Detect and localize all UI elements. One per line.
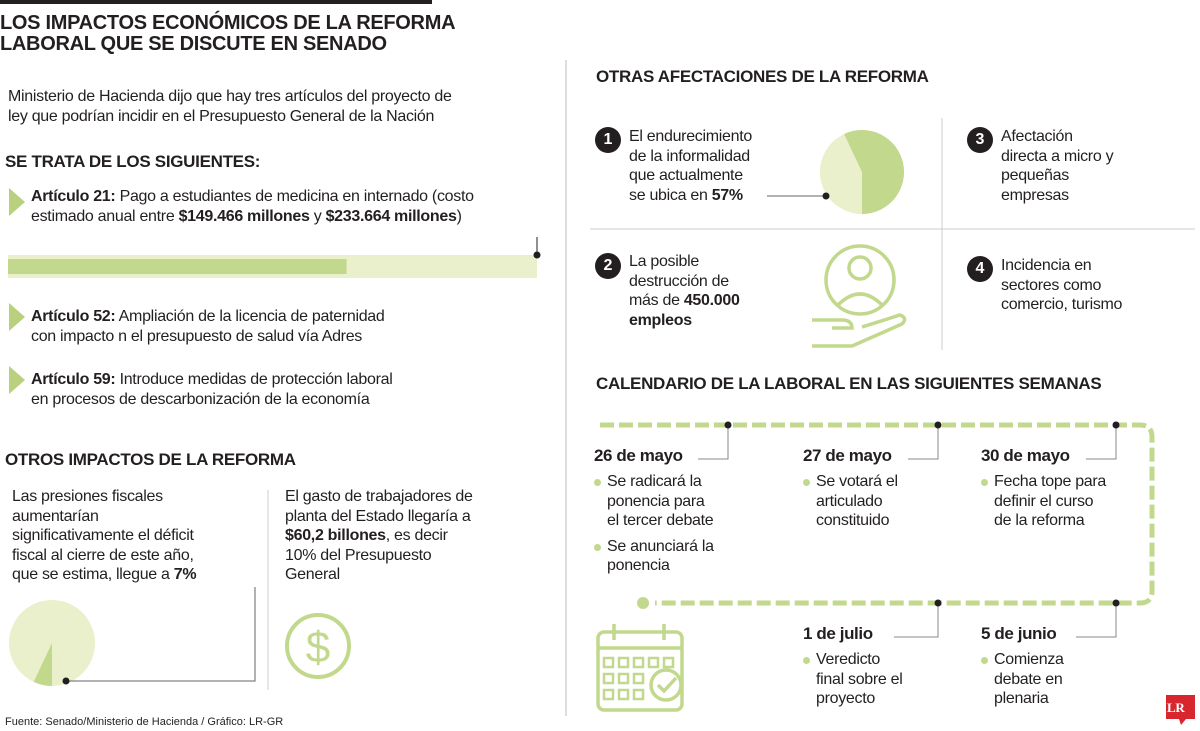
otros-heading: OTROS IMPACTOS DE LA REFORMA — [5, 450, 296, 469]
afectacion-1: El endurecimiento de la informalidad que actualmente se ubica en 57% — [629, 128, 752, 204]
arrow-icon — [9, 366, 25, 394]
article-59: Artículo 59: Introduce medidas de protección laboral en procesos de descarbonización de la economía — [31, 371, 393, 408]
dollar-icon — [287, 615, 349, 677]
event-5-junio: 5 de junio Comienza debate en plenaria — [981, 624, 1076, 709]
afectacion-4: Incidencia en sectores como comercio, turismo — [1001, 257, 1123, 313]
event-27-mayo: 27 de mayo Se votará el articulado constituido — [803, 446, 913, 531]
number-badge: 1 — [595, 127, 621, 153]
afectacion-3: Afectación directa a micro y pequeñas empresas — [1001, 128, 1114, 204]
intro-text: Ministerio de Hacienda dijo que hay tres artículos del proyecto de ley que podrían incidir en el Presupuesto General de la Nación — [8, 88, 452, 125]
gasto-text: El gasto de trabajadores de planta del Estado llegaría a $60,2 billones, es decir 10% del Presupuesto General — [285, 488, 473, 583]
arrow-icon — [9, 303, 25, 331]
title-rule — [0, 0, 432, 4]
lr-logo-text: LR — [1167, 700, 1185, 715]
list-heading: SE TRATA DE LOS SIGUIENTES: — [5, 152, 261, 171]
number-badge: 2 — [595, 253, 621, 279]
afectacion-2: La posible destrucción de más de 450.000 empleos — [629, 253, 740, 329]
number-badge: 3 — [967, 127, 993, 153]
svg-text:$: $ — [305, 623, 331, 672]
afectaciones-heading: OTRAS AFECTACIONES DE LA REFORMA — [596, 67, 929, 86]
deficit-pie — [9, 600, 95, 686]
calendar-heading: CALENDARIO DE LA LABORAL EN LAS SIGUIENTES SEMANAS — [596, 374, 1102, 393]
page-title: LOS IMPACTOS ECONÓMICOS DE LA REFORMA LABORAL QUE SE DISCUTE EN SENADO — [0, 12, 456, 55]
deficit-text: Las presiones fiscales aumentarían significativamente el déficit fiscal al cierre de este año, que se estima, llegue a 7% — [12, 488, 197, 583]
employee-hand-icon — [812, 246, 905, 346]
article-21: Artículo 21: Pago a estudiantes de medicina en internado (costo estimado anual entre $149.466 millones y $233.664 millones) — [31, 188, 474, 225]
source-footer: Fuente: Senado/Ministerio de Hacienda / Gráfico: LR-GR — [5, 716, 284, 728]
informality-pie — [820, 130, 904, 214]
event-1-julio: 1 de julio Veredicto final sobre el proyecto — [803, 624, 908, 709]
number-badge: 4 — [967, 256, 993, 282]
calendar-icon — [598, 624, 682, 710]
art21-bar-fill — [8, 259, 347, 274]
event-26-mayo: 26 de mayo Se radicará la ponencia para el tercer debate Se anunciará la ponencia — [594, 446, 714, 574]
bar-marker — [534, 252, 541, 259]
article-52: Artículo 52: Ampliación de la licencia de paternidad con impacto n el presupuesto de salud vía Adres — [31, 308, 385, 345]
event-30-mayo: 30 de mayo Fecha tope para definir el curso de la reforma — [981, 446, 1111, 531]
arrow-icon — [9, 188, 25, 216]
